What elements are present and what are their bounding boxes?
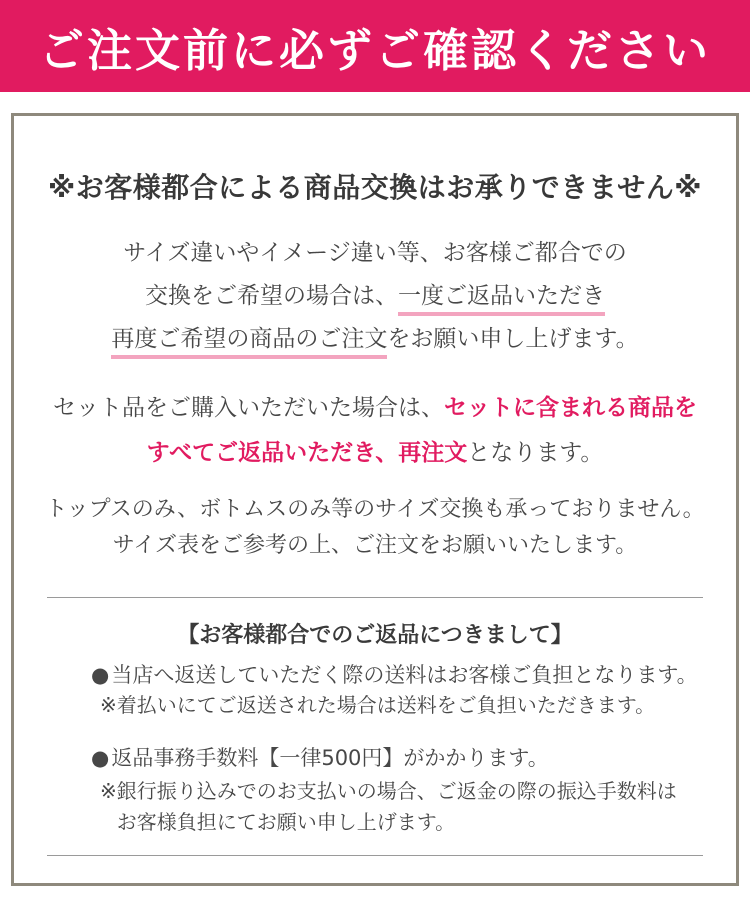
size-exchange-paragraph	[14, 492, 736, 564]
note-cash-on-delivery-text: 着払いにてご返送された場合は送料をご負担いただきます。	[116, 693, 656, 717]
accent-set-products: セットに含まれる商品を	[444, 395, 697, 421]
notice-box	[11, 113, 739, 886]
set-line-2: すべてご返品いただき、再注文となります。	[146, 440, 604, 466]
bullet-shipping-cost-text: 当店へ返送していただく際の送料はお客様ご負担となります。	[111, 663, 698, 687]
exchange-line-3: 再度ご希望の商品のご注文をお願い申し上げます。	[14, 318, 736, 361]
underlined-return-first: 一度ご返品いただき	[398, 283, 605, 316]
underlined-reorder: 再度ご希望の商品のご注文	[111, 326, 387, 359]
bullet-dot: ●	[91, 663, 110, 687]
bullet-return-fee	[91, 746, 696, 770]
note-asterisk: ※	[100, 693, 117, 717]
note-bank-transfer	[91, 776, 696, 838]
confirm-before-order-banner	[0, 0, 750, 92]
returns-section-heading: 【お客様都合でのご返品につきまして】	[177, 623, 573, 648]
banner-title: ご注文前に必ずご確認ください	[38, 23, 711, 77]
exchange-policy-paragraph	[14, 232, 736, 361]
set-items-paragraph	[14, 386, 736, 476]
divider-top	[47, 597, 703, 598]
bullet-shipping-cost	[91, 663, 696, 687]
bullet-dot: ●	[91, 746, 110, 770]
set-line-1: セット品をご購入いただいた場合は、セットに含まれる商品を	[53, 395, 697, 421]
note-asterisk: ※	[100, 779, 117, 803]
accent-return-all-reorder: すべてご返品いただき、再注文	[146, 440, 468, 466]
bullet-return-fee-text: 返品事務手数料【一律500円】がかかります。	[111, 746, 549, 770]
note-cash-on-delivery	[91, 693, 696, 717]
returns-bullet-list	[14, 663, 736, 838]
size-line-2: サイズ表をご参考の上、ご注文をお願いいたします。	[112, 533, 638, 558]
no-exchange-heading: ※お客様都合による商品交換はお承りできません※	[48, 171, 702, 204]
exchange-line-2: 交換をご希望の場合は、一度ご返品いただき	[14, 275, 736, 318]
note-bank-transfer-line-2: お客様負担にてお願い申し上げます。	[116, 810, 456, 834]
note-bank-transfer-line-1: 銀行振り込みでのお支払いの場合、ご返金の際の振込手数料は	[116, 779, 677, 803]
exchange-line-1: サイズ違いやイメージ違い等、お客様ご都合での	[123, 240, 627, 266]
note-bank-transfer-lines	[117, 776, 677, 838]
divider-bottom	[47, 855, 703, 856]
size-line-1: トップスのみ、ボトムスのみ等のサイズ交換も承っておりません。	[45, 497, 705, 522]
